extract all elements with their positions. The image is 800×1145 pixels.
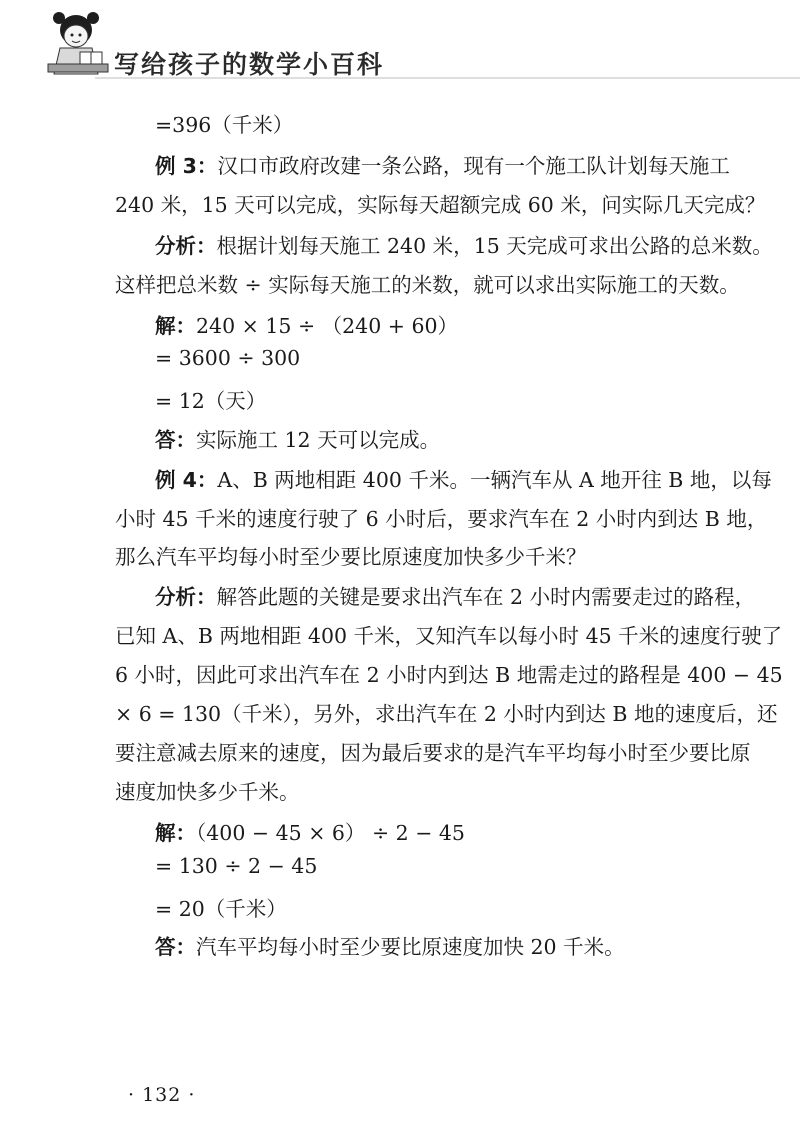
text-line: 这样把总米数 ÷ 实际每天施工的米数，就可以求出实际施工的天数。: [115, 273, 740, 297]
line-label: 例 3：: [155, 154, 218, 178]
reading-girl-illustration: [40, 8, 112, 80]
text-line: 解：（400 − 45 × 6） ÷ 2 − 45: [155, 821, 465, 845]
text-line: =396（千米）: [155, 113, 294, 137]
text-line: 例 3：汉口市政府改建一条公路，现有一个施工队计划每天施工: [155, 154, 730, 178]
page-header: [0, 0, 800, 110]
line-label: 分析：: [155, 234, 217, 258]
text-line: = 20（千米）: [155, 897, 287, 921]
text-line: 速度加快多少千米。: [115, 780, 300, 804]
text-line: 240 米，15 天可以完成，实际每天超额完成 60 米，问实际几天完成？: [115, 193, 766, 217]
line-label: 答：: [155, 428, 196, 452]
text-line: 答：汽车平均每小时至少要比原速度加快 20 千米。: [155, 935, 625, 959]
line-label: 解：: [155, 821, 196, 845]
text-line: = 12（天）: [155, 389, 267, 413]
line-label: 分析：: [155, 585, 217, 609]
line-label: 答：: [155, 935, 196, 959]
text-line: 答：实际施工 12 天可以完成。: [155, 428, 441, 452]
text-line: × 6 = 130（千米），另外，求出汽车在 2 小时内到达 B 地的速度后，还: [115, 702, 778, 726]
text-line: 6 小时，因此可求出汽车在 2 小时内到达 B 地需走过的路程是 400 − 45: [115, 663, 783, 687]
text-line: 要注意减去原来的速度，因为最后要求的是汽车平均每小时至少要比原: [115, 741, 751, 765]
text-line: 已知 A、B 两地相距 400 千米，又知汽车以每小时 45 千米的速度行驶了: [115, 624, 783, 648]
page-number: · 132 ·: [128, 1084, 196, 1106]
text-line: = 130 ÷ 2 − 45: [155, 854, 318, 878]
line-label: 解：: [155, 314, 196, 338]
text-line: 分析：根据计划每天施工 240 米，15 天完成可求出公路的总米数。: [155, 234, 773, 258]
text-line: 解：240 × 15 ÷ （240 + 60）: [155, 314, 459, 338]
line-label: 例 4：: [155, 468, 218, 492]
text-line: = 3600 ÷ 300: [155, 346, 301, 370]
book-title: 写给孩子的数学小百科: [114, 50, 385, 79]
text-line: 分析：解答此题的关键是要求出汽车在 2 小时内需要走过的路程，: [155, 585, 756, 609]
text-line: 那么汽车平均每小时至少要比原速度加快多少千米？: [115, 545, 587, 569]
text-line: 例 4：A、B 两地相距 400 千米。一辆汽车从 A 地开往 B 地，以每: [155, 468, 772, 492]
text-line: 小时 45 千米的速度行驶了 6 小时后，要求汽车在 2 小时内到达 B 地，: [115, 507, 768, 531]
